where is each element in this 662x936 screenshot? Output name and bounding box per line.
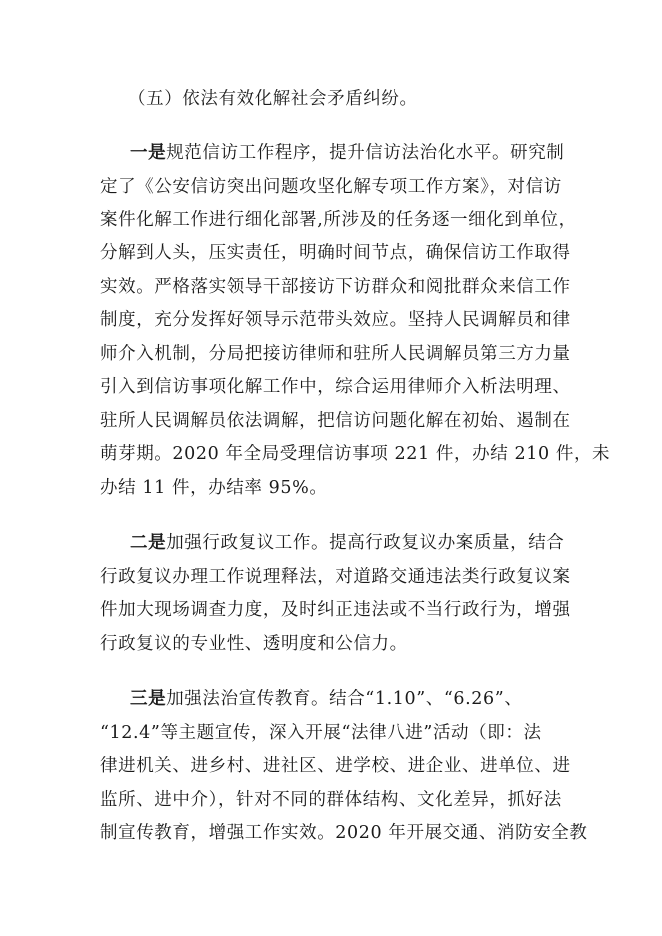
paragraph-2-line-1-text: 加强行政复议工作。提高行政复议办案质量，结合 (166, 533, 565, 553)
paragraph-3-line-5: 制宣传教育，增强工作实效。2020 年开展交通、消防安全教 (100, 823, 588, 843)
paragraph-2-line-4: 行政复议的专业性、透明度和公信力。 (100, 634, 408, 654)
paragraph-1-line-7: 师介入机制，分局把接访律师和驻所人民调解员第三方力量 (100, 344, 571, 364)
paragraph-3-line-1 (130, 687, 522, 711)
paragraph-3-line-2: “12.4”等主题宣传，深入开展“法律八进”活动（即：法 (100, 723, 542, 743)
paragraph-1-line-1-text: 规范信访工作程序，提升信访法治化水平。研究制 (166, 143, 565, 163)
paragraph-1-line-4: 分解到人头，压实责任，明确时间节点，确保信访工作取得 (100, 243, 571, 263)
paragraph-2-line-3: 件加大现场调查力度，及时纠正违法或不当行政行为，增强 (100, 600, 571, 620)
paragraph-2-line-1 (130, 531, 564, 555)
paragraph-3-line-3: 律进机关、进乡村、进社区、进学校、进企业、进单位、进 (100, 756, 571, 776)
paragraph-1-line-9: 驻所人民调解员依法调解，把信访问题化解在初始、遏制在 (100, 411, 571, 431)
paragraph-1-line-10: 萌芽期。2020 年全局受理信访事项 221 件，办结 210 件，未 (100, 444, 611, 464)
paragraph-3-line-1-text: 加强法治宣传教育。结合“1.10”、“6.26”、 (166, 689, 523, 709)
paragraph-1-line-6: 制度，充分发挥好领导示范带头效应。坚持人民调解员和律 (100, 310, 571, 330)
paragraph-2-line-2: 行政复议办理工作说理释法，对道路交通违法类行政复议案 (100, 567, 571, 587)
paragraph-3-line-4: 监所、进中介），针对不同的群体结构、文化差异，抓好法 (100, 790, 562, 810)
paragraph-1-line-3: 案件化解工作进行细化部署,所涉及的任务逐一细化到单位， (100, 210, 577, 230)
paragraph-1-line-11: 办结 11 件，办结率 95%。 (100, 478, 328, 498)
paragraph-2-lead: 二是 (130, 533, 167, 553)
section-heading: （五）依法有效化解社会矛盾纠纷。 (128, 89, 418, 109)
paragraph-1-line-5: 实效。严格落实领导干部接访下访群众和阅批群众来信工作 (100, 277, 571, 297)
paragraph-1-line-8: 引入到信访事项化解工作中，综合运用律师介入析法明理、 (100, 377, 571, 397)
paragraph-1-line-2: 定了《公安信访突出问题攻坚化解专项工作方案》，对信访 (100, 177, 562, 197)
paragraph-3-lead: 三是 (130, 689, 167, 709)
paragraph-1-lead: 一是 (130, 143, 167, 163)
paragraph-1-line-1 (130, 141, 564, 165)
